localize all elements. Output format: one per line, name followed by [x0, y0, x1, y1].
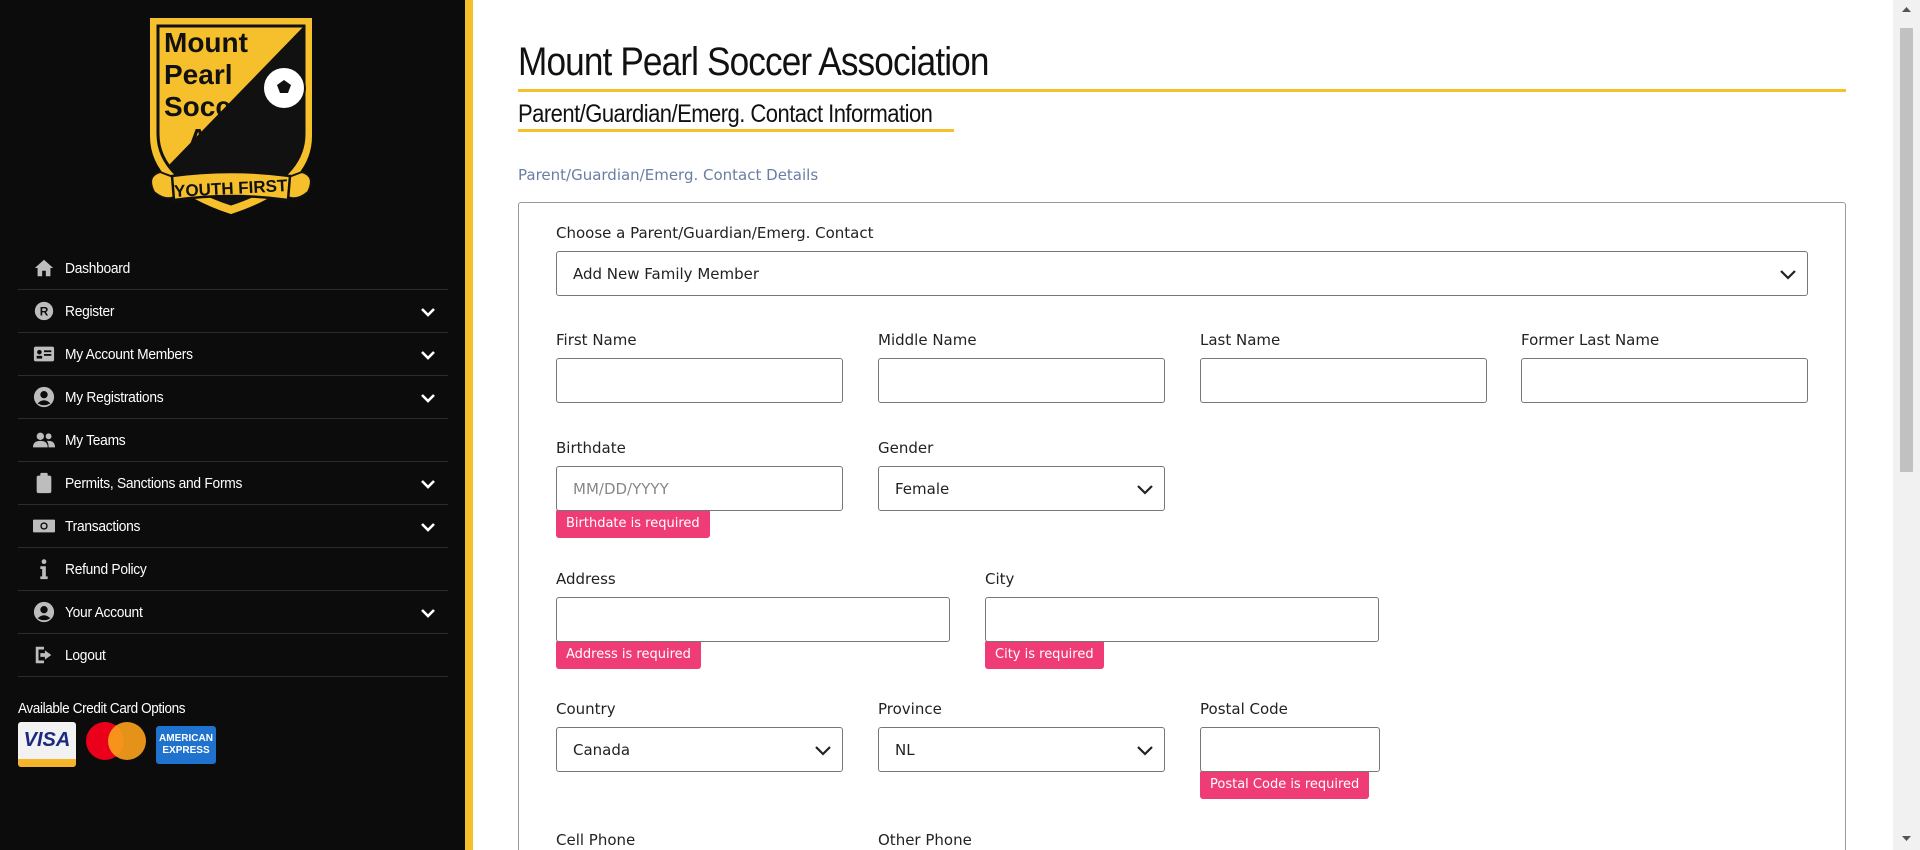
- first-name-label: First Name: [556, 331, 637, 349]
- first-name-field: [556, 331, 843, 403]
- sidebar-item-my-teams[interactable]: [18, 419, 448, 462]
- choose-contact-field: [556, 224, 1808, 296]
- sidebar-nav: [18, 247, 448, 677]
- other-phone-field: [878, 831, 1165, 850]
- chevron-down-icon: [814, 743, 832, 757]
- middle-name-input[interactable]: [878, 358, 1165, 403]
- province-label: Province: [878, 700, 942, 718]
- scroll-down-arrow-icon[interactable]: [1900, 834, 1913, 844]
- sidebar-item-label: Permits, Sanctions and Forms: [65, 474, 243, 492]
- country-select[interactable]: [556, 727, 843, 772]
- chevron-down-icon[interactable]: [420, 605, 436, 619]
- sidebar-item-label: Refund Policy: [65, 560, 147, 578]
- money-bill-icon: [31, 515, 57, 537]
- amex-text-1: AMERICAN: [159, 732, 213, 744]
- logo-text-4: Assn.: [188, 123, 265, 154]
- chevron-down-icon[interactable]: [420, 390, 436, 404]
- choose-contact-value: Add New Family Member: [573, 264, 760, 283]
- sidebar: [0, 0, 465, 850]
- amex-text-2: EXPRESS: [162, 744, 210, 756]
- scrollbar-thumb[interactable]: [1900, 28, 1913, 472]
- sidebar-accent-stripe: [465, 0, 473, 850]
- middle-name-field: [878, 331, 1165, 403]
- other-phone-label: Other Phone: [878, 831, 972, 849]
- sidebar-item-label: Your Account: [65, 603, 143, 621]
- cell-phone-label: Cell Phone: [556, 831, 636, 849]
- choose-contact-label: Choose a Parent/Guardian/Emerg. Contact: [556, 224, 874, 242]
- chevron-down-icon: [1136, 482, 1154, 496]
- chevron-down-icon: [1779, 267, 1797, 281]
- chevron-down-icon[interactable]: [420, 347, 436, 361]
- sidebar-item-your-account[interactable]: [18, 591, 448, 634]
- visa-logo: [18, 722, 76, 767]
- association-logo[interactable]: [146, 16, 316, 228]
- sidebar-item-label: Register: [65, 302, 115, 320]
- sidebar-item-permits-sanctions-and-forms[interactable]: [18, 462, 448, 505]
- birthdate-input[interactable]: MM/DD/YYYY: [556, 466, 843, 511]
- gender-select[interactable]: [878, 466, 1165, 511]
- logout-icon: [31, 644, 57, 666]
- address-error: Address is required: [556, 640, 701, 669]
- gender-value: Female: [895, 479, 950, 498]
- sidebar-item-logout[interactable]: [18, 634, 448, 677]
- credit-card-logos: [18, 722, 216, 767]
- city-label: City: [985, 570, 1015, 588]
- birthdate-field: [556, 439, 843, 538]
- heading-underline: [518, 129, 954, 132]
- sidebar-item-label: My Registrations: [65, 388, 164, 406]
- logo-text-3: Soccer: [164, 91, 258, 122]
- id-card-icon: [31, 343, 57, 365]
- home-icon: [31, 257, 57, 279]
- visa-text: VISA: [23, 729, 71, 751]
- logo-banner-text: YOUTH FIRST: [173, 176, 288, 201]
- address-label: Address: [556, 570, 616, 588]
- sidebar-item-label: Logout: [65, 646, 106, 664]
- last-name-label: Last Name: [1200, 331, 1281, 349]
- scroll-up-arrow-icon[interactable]: [1900, 4, 1913, 14]
- sidebar-item-dashboard[interactable]: [18, 247, 448, 290]
- country-value: Canada: [573, 740, 631, 759]
- last-name-input[interactable]: [1200, 358, 1487, 403]
- province-select[interactable]: [878, 727, 1165, 772]
- postal-code-input[interactable]: [1200, 727, 1380, 772]
- country-field: [556, 700, 843, 772]
- sidebar-item-label: My Teams: [65, 431, 126, 449]
- chevron-down-icon[interactable]: [420, 519, 436, 533]
- province-field: [878, 700, 1165, 772]
- former-last-name-input[interactable]: [1521, 358, 1808, 403]
- sidebar-item-my-account-members[interactable]: [18, 333, 448, 376]
- clipboard-icon: [31, 472, 57, 494]
- cell-phone-field: [556, 831, 843, 850]
- country-label: Country: [556, 700, 616, 718]
- chevron-down-icon[interactable]: [420, 476, 436, 490]
- sidebar-item-label: Transactions: [65, 517, 141, 535]
- chevron-down-icon: [1136, 743, 1154, 757]
- page-title: Mount Pearl Soccer Association: [518, 40, 989, 84]
- gender-label: Gender: [878, 439, 934, 457]
- amex-logo: [156, 726, 216, 764]
- logo-text-1: Mount: [164, 27, 248, 58]
- birthdate-label: Birthdate: [556, 439, 626, 457]
- first-name-input[interactable]: [556, 358, 843, 403]
- postal-code-field: [1200, 700, 1380, 799]
- svg-text:R: R: [39, 304, 49, 319]
- sidebar-item-register[interactable]: [18, 290, 448, 333]
- postal-code-label: Postal Code: [1200, 700, 1288, 718]
- former-last-name-field: [1521, 331, 1808, 403]
- sidebar-item-my-registrations[interactable]: [18, 376, 448, 419]
- address-field: [556, 570, 950, 669]
- user-circle-icon: [31, 386, 57, 408]
- middle-name-label: Middle Name: [878, 331, 977, 349]
- sidebar-item-transactions[interactable]: [18, 505, 448, 548]
- sidebar-item-refund-policy[interactable]: [18, 548, 448, 591]
- chevron-down-icon[interactable]: [420, 304, 436, 318]
- city-field: [985, 570, 1379, 669]
- last-name-field: [1200, 331, 1487, 403]
- details-label: Parent/Guardian/Emerg. Contact Details: [518, 166, 819, 184]
- address-input[interactable]: [556, 597, 950, 642]
- postal-code-error: Postal Code is required: [1200, 770, 1369, 799]
- mastercard-logo: [86, 722, 146, 767]
- user-circle-icon: [31, 601, 57, 623]
- gender-field: [878, 439, 1165, 511]
- info-icon: [31, 558, 57, 580]
- city-input[interactable]: [985, 597, 1379, 642]
- sidebar-item-label: My Account Members: [65, 345, 193, 363]
- users-icon: [31, 429, 57, 451]
- logo-text-2: Pearl: [164, 59, 233, 90]
- credit-card-options-label: Available Credit Card Options: [18, 700, 186, 717]
- former-last-name-label: Former Last Name: [1521, 331, 1660, 349]
- sidebar-item-label: Dashboard: [65, 259, 131, 277]
- title-underline: [518, 89, 1846, 92]
- province-value: NL: [895, 740, 915, 759]
- section-heading: Parent/Guardian/Emerg. Contact Information: [518, 100, 933, 128]
- birthdate-error: Birthdate is required: [556, 509, 710, 538]
- r-circle-icon: [31, 300, 57, 322]
- choose-contact-select[interactable]: [556, 251, 1808, 296]
- city-error: City is required: [985, 640, 1104, 669]
- contact-form-panel: [518, 202, 1846, 850]
